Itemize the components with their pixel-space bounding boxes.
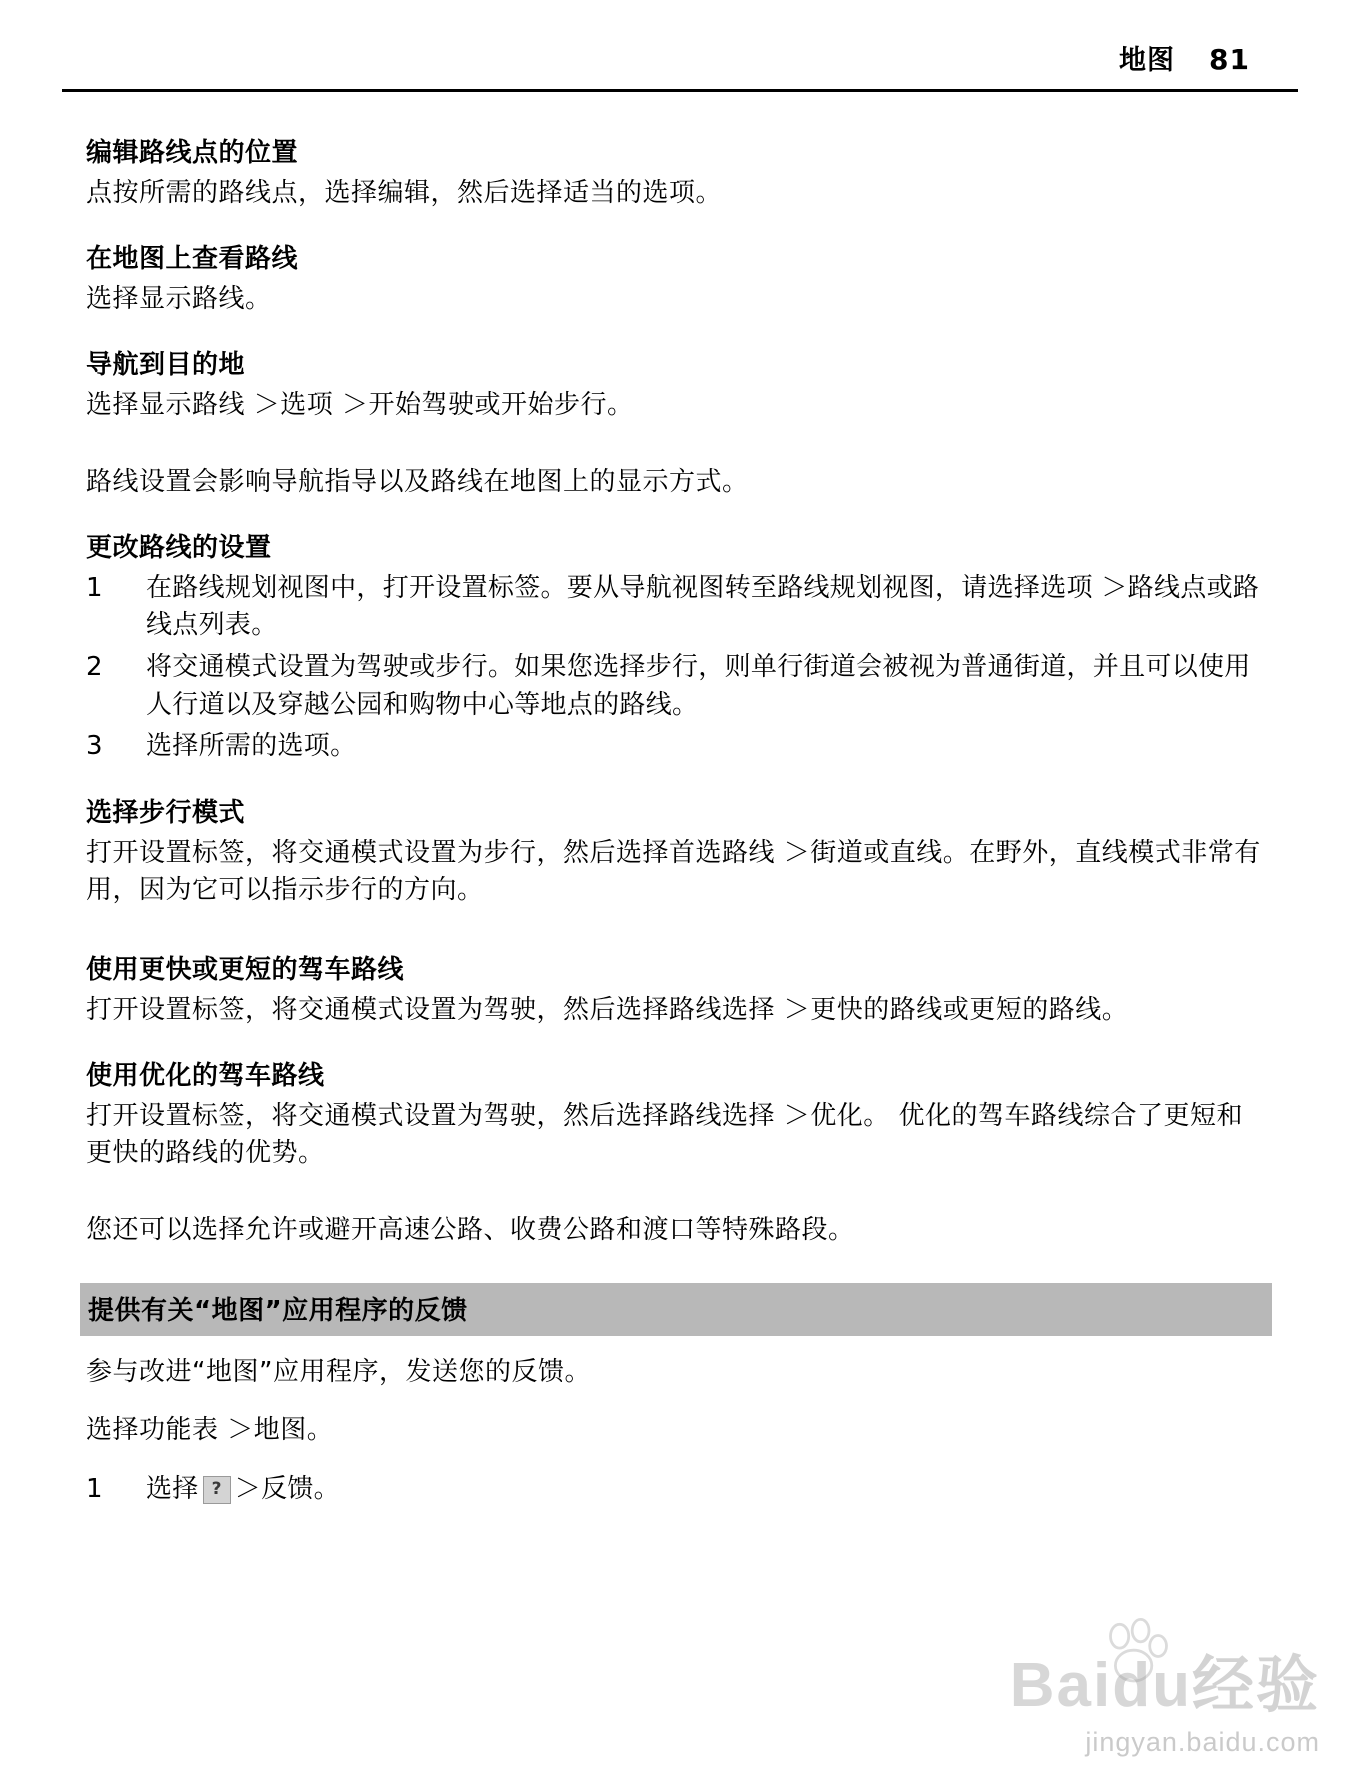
section-body-faster-shorter: 打开设置标签，将交通模式设置为驾驶，然后选择路线选择 ＞更快的路线或更短的路线。 [86, 994, 1129, 1025]
watermark-brand-cn: 经验 [1191, 1648, 1320, 1721]
header-chapter-title: 地图 [1119, 45, 1176, 76]
list-item [86, 649, 1266, 724]
section-heading-edit-waypoint: 编辑路线点的位置 [86, 138, 299, 168]
feedback-intro: 参与改进“地图”应用程序，发送您的反馈。 [86, 1356, 591, 1387]
step-text: 将交通模式设置为驾驶或步行。如果您选择步行，则单行街道会被视为普通街道，并且可以使用人行道以及穿越公园和购物中心等地点的路线。 [146, 652, 1251, 720]
steps-change-route-settings [86, 570, 1266, 766]
step-number: 1 [86, 572, 103, 603]
note-special-roads: 您还可以选择允许或避开高速公路、收费公路和渡口等特殊路段。 [86, 1214, 855, 1245]
page-header [84, 0, 1276, 77]
step-text-prefix: 选择 [146, 1474, 199, 1505]
steps-feedback [86, 1471, 1266, 1509]
section-body-view-route: 选择显示路线。 [86, 283, 272, 314]
spacer [86, 935, 1266, 949]
section-heading-view-route: 在地图上查看路线 [86, 243, 299, 274]
section-heading-optimized: 使用优化的驾车路线 [86, 1060, 325, 1091]
help-question-icon[interactable]: ? [203, 1476, 231, 1504]
page-content [84, 92, 1276, 1509]
paw-watermark-icon [1100, 1618, 1170, 1688]
list-item [86, 1471, 1266, 1509]
watermark-brand-latin: Baidu [1009, 1651, 1192, 1720]
section-body-edit-waypoint: 点按所需的路线点，选择编辑，然后选择适当的选项。 [86, 178, 723, 208]
note-route-settings: 路线设置会影响导航指导以及路线在地图上的显示方式。 [86, 466, 749, 497]
step-text-suffix: ＞反馈。 [234, 1474, 340, 1505]
section-heading-walk-mode: 选择步行模式 [86, 798, 246, 829]
section-heading-change-route-settings: 更改路线的设置 [86, 532, 272, 563]
step-number: 2 [86, 652, 103, 682]
section-body-optimized: 打开设置标签，将交通模式设置为驾驶，然后选择路线选择 ＞优化。 优化的驾车路线综合了更短和更快的路线的优势。 [86, 1100, 1244, 1168]
step-number: 3 [86, 731, 103, 762]
section-heading-navigate: 导航到目的地 [86, 349, 246, 380]
step-text: 选择所需的选项。 [146, 731, 357, 762]
list-item [86, 570, 1266, 645]
spacer [86, 1198, 1266, 1212]
section-body-walk-mode: 打开设置标签，将交通模式设置为步行，然后选择首选路线 ＞街道或直线。在野外，直线模式非常有用，因为它可以指示步行的方向。 [86, 838, 1261, 905]
section-bar-feedback: 提供有关“地图”应用程序的反馈 [80, 1283, 1272, 1336]
step-text: 在路线规划视图中，打开设置标签。要从导航视图转至路线规划视图，请选择选项 ＞路线点或路线点列表。 [146, 572, 1260, 641]
watermark-url: jingyan.baidu.com [1085, 1727, 1320, 1757]
section-heading-faster-shorter: 使用更快或更短的驾车路线 [86, 954, 405, 985]
feedback-menu-line: 选择功能表 ＞地图。 [86, 1415, 334, 1446]
list-item [86, 728, 1266, 766]
page-number: 81 [1209, 43, 1250, 76]
section-body-navigate: 选择显示路线 ＞选项 ＞开始驾驶或开始步行。 [86, 389, 634, 420]
spacer [86, 450, 1266, 464]
step-number: 1 [86, 1474, 103, 1505]
